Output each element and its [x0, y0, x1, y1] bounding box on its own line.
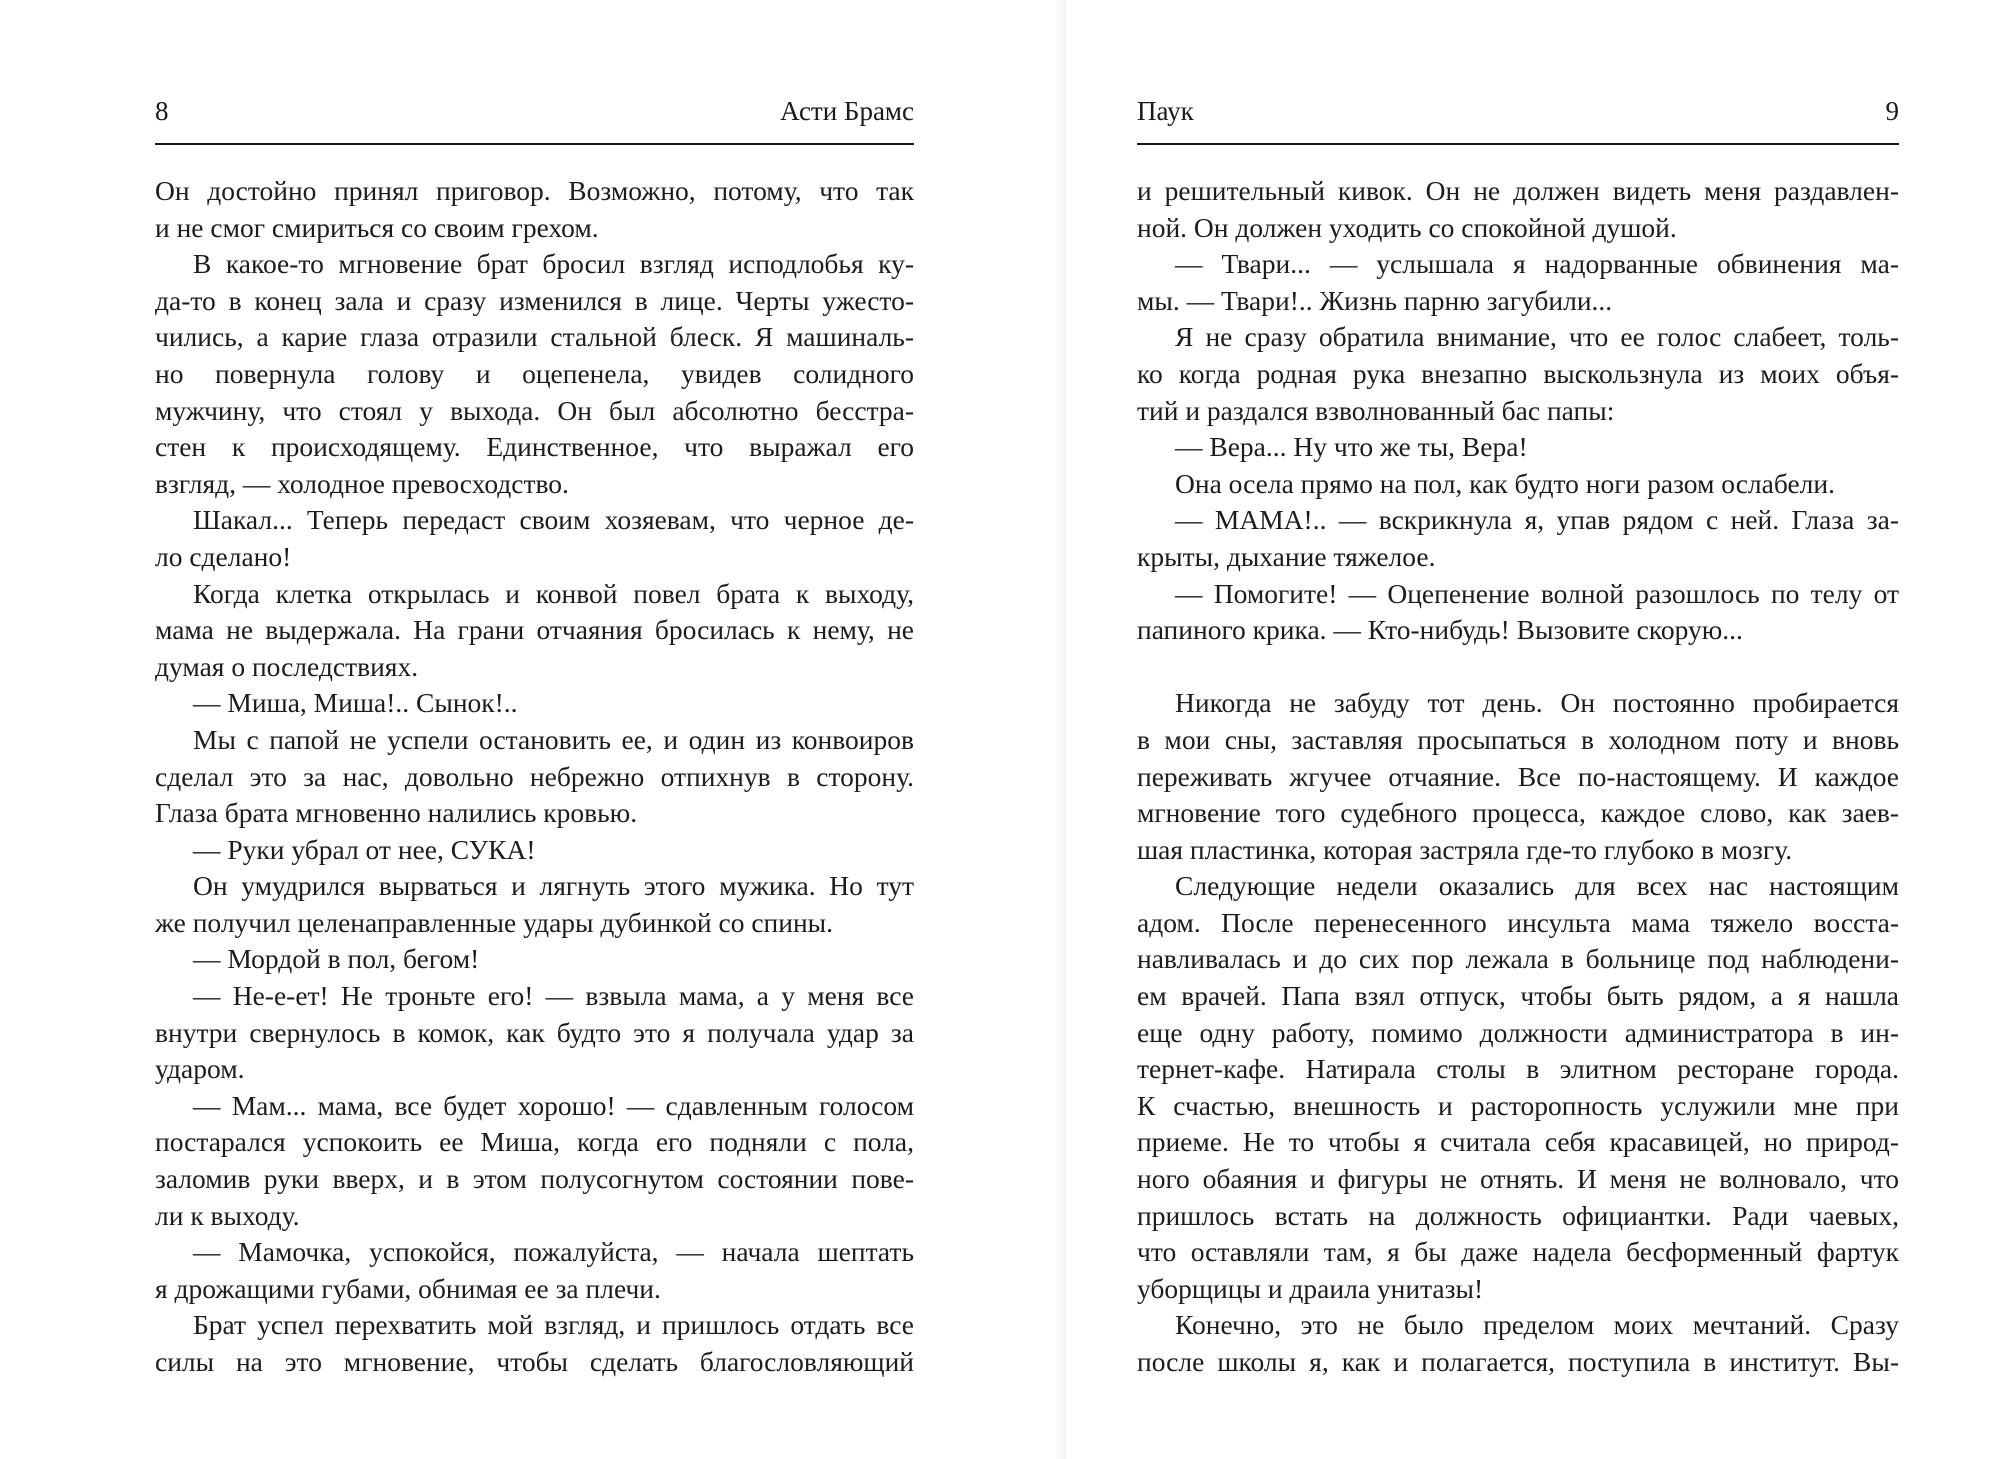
text-line: Конечно, это не было пределом моих мечтаний. Сразу	[1175, 1309, 1899, 1341]
text-line: заломив руки вверх, и в этом полусогнутом состоянии пове-	[155, 1163, 914, 1195]
text-line: взгляд, — холодное превосходство.	[155, 467, 569, 499]
text-line: Брат успел перехватить мой взгляд, и пришлось отдать все	[193, 1309, 914, 1341]
text-line: мгновение того судебного процесса, каждое слово, как заев-	[1137, 797, 1899, 829]
text-line: адом. После перенесенного инсульта мама тяжело восста-	[1137, 906, 1899, 938]
text-line: переживать жгучее отчаяние. Все по-настоящему. И каждое	[1137, 760, 1899, 792]
text-line: К счастью, внешность и расторопность услужили мне при	[1137, 1089, 1899, 1121]
right-running-head	[1137, 96, 1899, 140]
text-line: я дрожащими губами, обнимая ее за плечи.	[155, 1272, 661, 1304]
text-line: еще одну работу, помимо должности администратора в ин-	[1137, 1016, 1899, 1048]
right-running-title: Паук	[1137, 96, 1194, 126]
text-line: Никогда не забуду тот день. Он постоянно пробирается	[1175, 687, 1899, 719]
text-line: после школы я, как и полагается, поступила в институт. Вы-	[1137, 1346, 1899, 1377]
text-line: и решительный кивок. Он не должен видеть меня раздавлен-	[1137, 175, 1899, 206]
text-line: ем врачей. Папа взял отпуск, чтобы быть рядом, а я нашла	[1137, 980, 1899, 1012]
left-running-title: Асти Брамс	[780, 96, 914, 126]
text-line: да-то в конец зала и сразу изменился в лице. Черты ужесто-	[155, 284, 914, 316]
text-line: приеме. Не то чтобы я считала себя красавицей, но природ-	[1137, 1126, 1899, 1158]
left-header-rule	[155, 143, 914, 145]
text-line: — Миша, Миша!.. Сынок!..	[193, 687, 518, 719]
text-line: думая о последствиях.	[155, 650, 419, 682]
text-line: В какое-то мгновение брат бросил взгляд исподлобья ку-	[193, 248, 914, 280]
text-line: же получил целенаправленные удары дубинкой со спины.	[155, 906, 834, 938]
text-line: пришлось встать на должность официантки. Ради чаевых,	[1137, 1199, 1899, 1231]
text-line: чились, а карие глаза отразили стальной блеск. Я машиналь-	[155, 321, 914, 353]
text-line: стен к происходящему. Единственное, что выражал его	[155, 431, 914, 463]
left-page-number: 8	[155, 96, 169, 126]
text-line: Шакал... Теперь передаст своим хозяевам, что черное де-	[193, 504, 914, 536]
text-line: — Мордой в пол, бегом!	[193, 943, 480, 975]
text-line: — Вера... Ну что же ты, Вера!	[1175, 431, 1528, 463]
text-line: — Не-е-ет! Не троньте его! — взвыла мама, а у меня все	[193, 980, 914, 1012]
text-line: силы на это мгновение, чтобы сделать благословляющий	[155, 1346, 914, 1377]
text-line: шая пластинка, которая застряла где-то глубоко в мозгу.	[1137, 833, 1793, 865]
text-line: Когда клетка открылась и конвой повел брата к выходу,	[193, 577, 914, 609]
right-page-number: 9	[1885, 96, 1899, 126]
text-line: сделал это за нас, довольно небрежно отпихнув в сторону.	[155, 760, 914, 792]
text-line: Мы с папой не успели остановить ее, и один из конвоиров	[193, 723, 914, 755]
text-line: ло сделано!	[155, 540, 292, 572]
text-line: ли к выходу.	[155, 1199, 300, 1231]
text-line: Глаза брата мгновенно налились кровью.	[155, 797, 638, 829]
right-page	[1066, 0, 2000, 1459]
text-line: постарался успокоить ее Миша, когда его подняли с пола,	[155, 1126, 914, 1158]
text-line: Она осела прямо на пол, как будто ноги разом ослабели.	[1175, 467, 1835, 499]
text-line: Следующие недели оказались для всех нас настоящим	[1175, 870, 1899, 902]
text-line: в мои сны, заставляя просыпаться в холодном поту и вновь	[1137, 723, 1899, 755]
text-line: внутри свернулось в комок, как будто это я получала удар за	[155, 1016, 914, 1048]
left-running-head	[155, 96, 914, 140]
text-line: ко когда родная рука внезапно выскользнула из моих объя-	[1137, 357, 1899, 389]
text-line: Я не сразу обратила внимание, что ее голос слабеет, толь-	[1175, 321, 1899, 353]
right-body-text	[1137, 173, 1899, 1381]
text-line: крыты, дыхание тяжелое.	[1137, 540, 1436, 572]
text-line: — Мам... мама, все будет хорошо! — сдавленным голосом	[193, 1089, 914, 1121]
text-line: тернет-кафе. Натирала столы в элитном ресторане города.	[1137, 1053, 1899, 1085]
text-line: — Твари... — услышала я надорванные обвинения ма-	[1175, 248, 1899, 280]
text-line: ной. Он должен уходить со спокойной душой.	[1137, 211, 1677, 243]
text-line: мама не выдержала. На грани отчаяния бросилась к нему, не	[155, 614, 914, 646]
text-line: мы. — Твари!.. Жизнь парню загубили...	[1137, 284, 1613, 316]
text-line: навливалась и до сих пор лежала в больнице под наблюдени-	[1137, 943, 1899, 975]
text-line: ного обаяния и фигуры не отнять. И меня не волновало, что	[1137, 1163, 1899, 1195]
text-line: папиного крика. — Кто-нибудь! Вызовите скорую...	[1137, 614, 1743, 646]
text-line: — Руки убрал от нее, СУКА!	[193, 833, 536, 865]
text-line: — МАМА!.. — вскрикнула я, упав рядом с ней. Глаза за-	[1175, 504, 1899, 536]
text-line: Он умудрился вырваться и лягнуть этого мужика. Но тут	[193, 870, 914, 902]
text-line: но повернула голову и оцепенела, увидев солидного	[155, 357, 914, 389]
text-line: тий и раздался взволнованный бас папы:	[1137, 394, 1615, 426]
text-line: Он достойно принял приговор. Возможно, потому, что так	[155, 175, 914, 206]
text-line: — Помогите! — Оцепенение волной разошлось по телу от	[1175, 577, 1899, 609]
text-line: ударом.	[155, 1053, 245, 1085]
text-line: мужчину, что стоял у выхода. Он был абсолютно бесстра-	[155, 394, 914, 426]
text-line: что оставляли там, я бы даже надела бесформенный фартук	[1137, 1236, 1899, 1268]
right-header-rule	[1137, 143, 1899, 145]
text-line: уборщицы и драила унитазы!	[1137, 1272, 1484, 1304]
text-line	[1137, 649, 1899, 686]
text-line: — Мамочка, успокойся, пожалуйста, — начала шептать	[193, 1236, 914, 1268]
text-line: и не смог смириться со своим грехом.	[155, 211, 599, 243]
left-body-text	[155, 173, 914, 1381]
